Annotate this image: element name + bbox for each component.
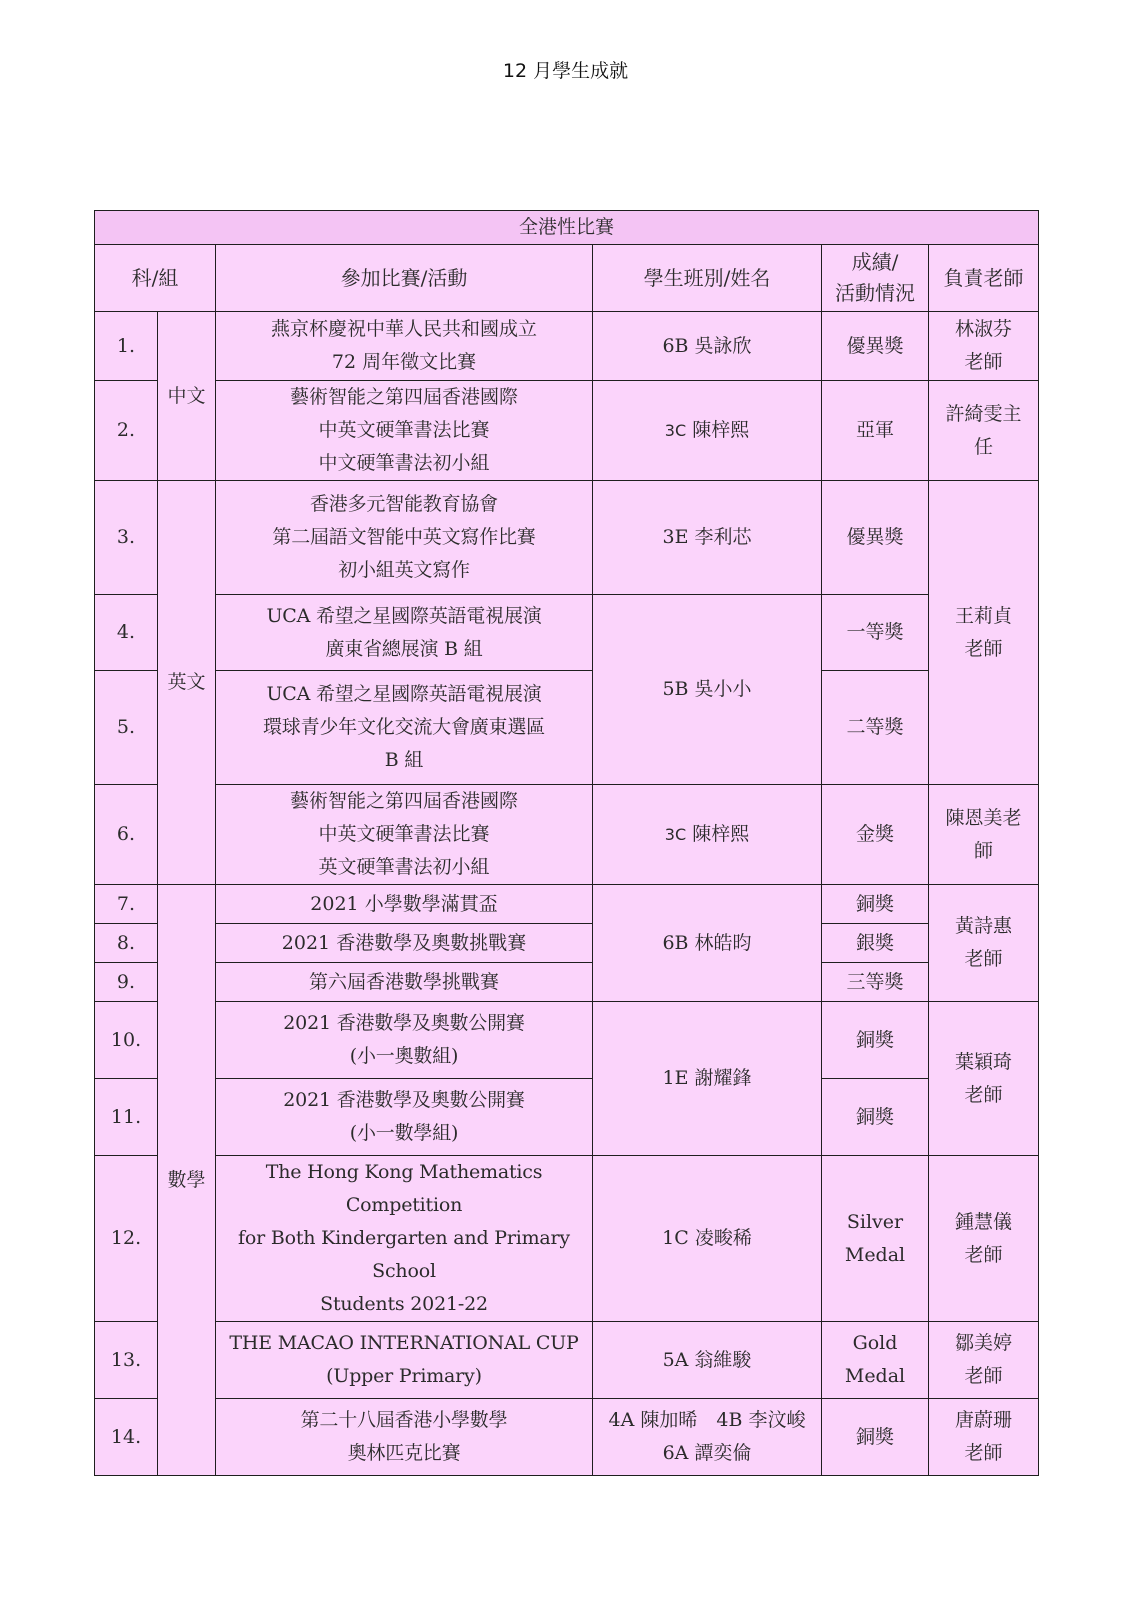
student-cell [593, 381, 822, 481]
table-row [95, 595, 1039, 671]
result-line: Medal [844, 1243, 906, 1266]
teacher-line: 老師 [964, 1083, 1003, 1106]
result-cell: 金獎 [822, 785, 929, 885]
row-number: 8. [95, 924, 158, 963]
event-line: for Both Kindergarten and Primary School [238, 1227, 570, 1282]
header-subject: 科/組 [95, 245, 216, 312]
event-line: (小一奧數組) [349, 1045, 459, 1067]
result-cell: 亞軍 [822, 381, 929, 481]
student-line: 6A 譚奕倫 [662, 1442, 752, 1464]
event-line: 中文硬筆書法初小組 [318, 452, 490, 474]
result-cell [822, 1156, 929, 1322]
event-line: The Hong Kong Mathematics Competition [265, 1161, 543, 1216]
event-line: 2021 香港數學及奧數公開賽 [283, 1089, 525, 1111]
table-row [95, 885, 1039, 924]
teacher-line: 陳恩美老 [945, 806, 1022, 829]
teacher-cell [929, 1156, 1039, 1322]
teacher-cell [929, 381, 1039, 481]
event-line: 環球青少年文化交流大會廣東選區 [262, 716, 545, 738]
table-row [95, 1156, 1039, 1322]
event-line: B 組 [384, 749, 424, 771]
table-row [95, 381, 1039, 481]
subject-math: 數學 [158, 885, 216, 1476]
row-number: 5. [95, 671, 158, 785]
result-cell: 銅獎 [822, 1002, 929, 1079]
event-line: 藝術智能之第四屆香港國際 [289, 386, 518, 408]
result-cell: 二等獎 [822, 671, 929, 785]
table-row [95, 312, 1039, 381]
event-cell [216, 671, 593, 785]
row-number: 7. [95, 885, 158, 924]
event-cell [216, 1322, 593, 1399]
event-line: Students 2021-22 [320, 1293, 488, 1315]
row-number: 13. [95, 1322, 158, 1399]
header-row [95, 245, 1039, 312]
row-number: 12. [95, 1156, 158, 1322]
result-cell: 銅獎 [822, 1079, 929, 1156]
row-number: 14. [95, 1399, 158, 1476]
result-cell [822, 1322, 929, 1399]
teacher-cell [929, 1322, 1039, 1399]
teacher-cell [929, 1002, 1039, 1156]
teacher-line: 鍾慧儀 [955, 1210, 1013, 1233]
student-cell: 3E 李利芯 [593, 481, 822, 595]
student-line: 4A 陳加晞 4B 李汶峻 [608, 1409, 806, 1431]
event-cell [216, 785, 593, 885]
table-row [95, 1079, 1039, 1156]
event-line: 中英文硬筆書法比賽 [318, 419, 490, 441]
result-cell: 銅獎 [822, 1399, 929, 1476]
student-cell: 6B 吳詠欣 [593, 312, 822, 381]
row-number: 10. [95, 1002, 158, 1079]
event-cell: 2021 香港數學及奧數挑戰賽 [216, 924, 593, 963]
teacher-line: 葉穎琦 [955, 1050, 1013, 1073]
teacher-cell [929, 885, 1039, 1002]
subject-english: 英文 [158, 481, 216, 885]
teacher-line: 許綺雯主 [945, 402, 1022, 425]
result-line: Gold [852, 1332, 898, 1354]
header-event: 參加比賽/活動 [216, 245, 593, 312]
student-cell: 1E 謝耀鋒 [593, 1002, 822, 1156]
teacher-line: 老師 [964, 948, 1003, 970]
event-line: 第二屆語文智能中英文寫作比賽 [272, 526, 536, 548]
table-row [95, 481, 1039, 595]
result-cell: 銀獎 [822, 924, 929, 963]
teacher-cell [929, 785, 1039, 885]
page-title: 12 月學生成就 [502, 60, 629, 82]
event-line: 2021 香港數學及奧數公開賽 [283, 1012, 525, 1034]
row-number: 2. [95, 381, 158, 481]
header-result [822, 245, 929, 312]
event-cell [216, 595, 593, 671]
event-cell [216, 1399, 593, 1476]
header-student: 學生班別/姓名 [593, 245, 822, 312]
table-row [95, 671, 1039, 785]
teacher-line: 唐蔚珊 [955, 1409, 1013, 1431]
teacher-cell [929, 312, 1039, 381]
event-cell [216, 312, 593, 381]
result-cell: 三等獎 [822, 963, 929, 1002]
teacher-line: 鄒美婷 [955, 1332, 1013, 1354]
event-line: 初小組英文寫作 [338, 559, 470, 581]
student-cell: 1C 凌畯稀 [593, 1156, 822, 1322]
row-number: 6. [95, 785, 158, 885]
teacher-cell [929, 1399, 1039, 1476]
table-row [95, 963, 1039, 1002]
event-cell: 第六屆香港數學挑戰賽 [216, 963, 593, 1002]
row-number: 3. [95, 481, 158, 595]
event-line: 燕京杯慶祝中華人民共和國成立 [270, 318, 537, 340]
student-cell: 6B 林皓昀 [593, 885, 822, 1002]
event-line: THE MACAO INTERNATIONAL CUP [229, 1332, 579, 1354]
event-line: 72 周年徵文比賽 [331, 351, 477, 373]
row-number: 4. [95, 595, 158, 671]
teacher-line: 老師 [964, 1365, 1003, 1387]
header-teacher: 負責老師 [929, 245, 1039, 312]
event-line: 香港多元智能教育協會 [309, 493, 498, 515]
result-cell: 優異獎 [822, 312, 929, 381]
event-line: (Upper Primary) [326, 1365, 482, 1387]
event-cell [216, 481, 593, 595]
teacher-line: 黃詩惠 [955, 915, 1013, 937]
result-cell: 優異獎 [822, 481, 929, 595]
student-class: 3C [664, 825, 687, 844]
event-line: 中英文硬筆書法比賽 [318, 823, 490, 845]
event-line: (小一數學組) [349, 1122, 459, 1144]
event-cell [216, 1002, 593, 1079]
result-cell: 銅獎 [822, 885, 929, 924]
teacher-line: 王莉貞 [955, 604, 1013, 627]
row-number: 11. [95, 1079, 158, 1156]
table-row [95, 1002, 1039, 1079]
teacher-line: 老師 [964, 1243, 1003, 1266]
row-number: 1. [95, 312, 158, 381]
table-row [95, 924, 1039, 963]
student-name: 陳梓熙 [692, 419, 750, 441]
section-title-row [95, 211, 1039, 245]
result-cell: 一等獎 [822, 595, 929, 671]
event-line: 奧林匹克比賽 [347, 1442, 461, 1464]
teacher-cell [929, 481, 1039, 785]
teacher-line: 老師 [964, 351, 1003, 373]
student-class: 3C [664, 421, 687, 440]
student-name: 陳梓熙 [692, 823, 750, 845]
event-cell [216, 1079, 593, 1156]
result-line: Silver [846, 1210, 904, 1233]
table-row [95, 785, 1039, 885]
event-line: UCA 希望之星國際英語電視展演 [266, 683, 542, 705]
student-cell [593, 1399, 822, 1476]
event-line: UCA 希望之星國際英語電視展演 [266, 604, 542, 627]
competition-table [94, 210, 1039, 1476]
header-result-line1: 成績/ [851, 250, 899, 274]
event-cell [216, 381, 593, 481]
event-line: 英文硬筆書法初小組 [318, 856, 490, 878]
row-number: 9. [95, 963, 158, 1002]
teacher-line: 任 [974, 435, 994, 458]
student-cell: 5A 翁維駿 [593, 1322, 822, 1399]
event-cell [216, 1156, 593, 1322]
student-cell [593, 785, 822, 885]
event-line: 廣東省總展演 B 組 [325, 637, 483, 660]
teacher-line: 師 [974, 839, 994, 862]
result-line: Medal [844, 1365, 906, 1387]
event-line: 藝術智能之第四屆香港國際 [289, 790, 518, 812]
table-row [95, 1322, 1039, 1399]
event-line: 第二十八屆香港小學數學 [300, 1409, 508, 1431]
section-title: 全港性比賽 [95, 211, 1039, 245]
teacher-line: 老師 [964, 637, 1003, 660]
table-row [95, 1399, 1039, 1476]
subject-chinese: 中文 [158, 312, 216, 481]
teacher-line: 林淑芬 [955, 318, 1013, 340]
event-cell: 2021 小學數學滿貫盃 [216, 885, 593, 924]
student-cell: 5B 吳小小 [593, 595, 822, 785]
teacher-line: 老師 [964, 1442, 1003, 1464]
header-result-line2: 活動情況 [835, 281, 915, 305]
